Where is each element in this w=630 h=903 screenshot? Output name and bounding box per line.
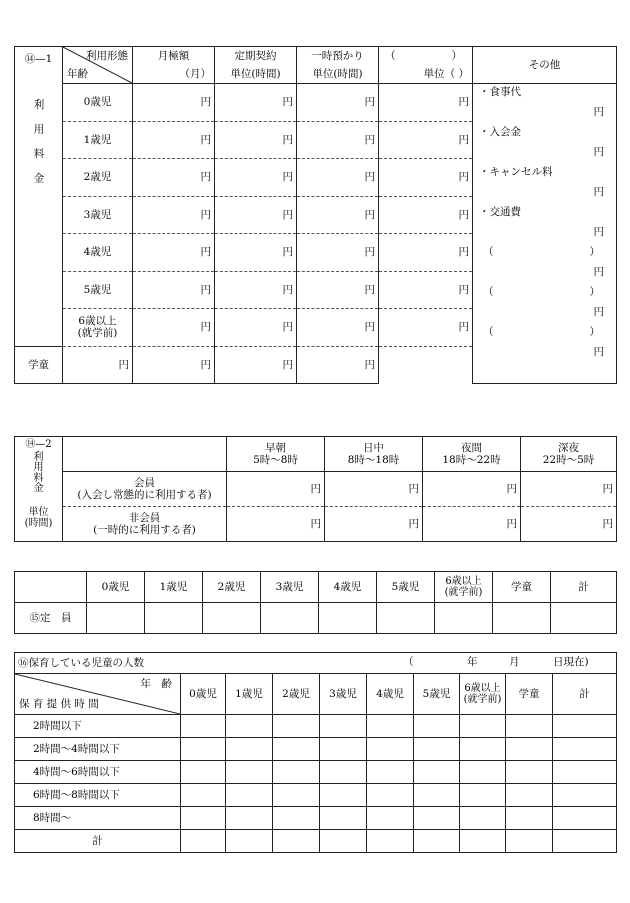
row-label: 5歳児: [63, 271, 133, 309]
other-item-yen: 円: [593, 186, 604, 198]
count-cell[interactable]: [320, 784, 367, 807]
count-cell[interactable]: [226, 807, 273, 830]
hours-row-label: 2時間以下: [15, 715, 181, 738]
yen-cell: 円: [423, 507, 521, 542]
yen-cell: 円: [215, 121, 297, 159]
count-cell[interactable]: [273, 784, 320, 807]
age-header: 4歳児: [367, 674, 414, 715]
count-cell[interactable]: [414, 715, 460, 738]
count-cell[interactable]: [320, 761, 367, 784]
age-header: 5歳児: [377, 572, 435, 603]
count-cell[interactable]: [367, 830, 414, 853]
yen-cell: 円: [215, 271, 297, 309]
section-14-2-label: ⑭—2: [25, 439, 52, 450]
unit-label: 単位 (時間): [24, 506, 53, 529]
count-cell[interactable]: [226, 738, 273, 761]
row-label: 学童: [15, 346, 63, 384]
count-cell[interactable]: [506, 830, 553, 853]
age-header: 6歳以上 (就学前): [460, 674, 506, 715]
yen-cell: 円: [215, 159, 297, 197]
col-regular-unit: 単位(時間): [215, 65, 297, 84]
count-cell[interactable]: [226, 830, 273, 853]
count-cell[interactable]: [553, 715, 617, 738]
count-cell[interactable]: [226, 784, 273, 807]
children-count-title: ⑯保育している児童の人数: [18, 656, 144, 669]
age-header: 0歳児: [87, 572, 145, 603]
corner-top-label: 年 齢: [140, 678, 172, 690]
capacity-cell[interactable]: [493, 603, 551, 634]
count-cell[interactable]: [367, 715, 414, 738]
member-label: 会員: [134, 476, 155, 489]
band-hours: 22時〜5時: [542, 454, 595, 466]
count-cell[interactable]: [226, 715, 273, 738]
time-band-fee-table: [14, 436, 617, 542]
col-other-paren-left: （: [385, 50, 396, 62]
age-header: 学童: [493, 572, 551, 603]
age-header: 3歳児: [320, 674, 367, 715]
hours-row-label: 8時間〜: [15, 807, 181, 830]
count-cell[interactable]: [273, 738, 320, 761]
count-cell[interactable]: [181, 830, 226, 853]
col-monthly-unit: （月）: [133, 65, 215, 84]
yen-cell: 円: [133, 234, 215, 272]
date-month: 月: [509, 656, 520, 668]
yen-cell: 円: [297, 84, 379, 122]
col-other-paren-right: ）: [451, 50, 462, 62]
col-regular-head: 定期契約: [215, 47, 297, 66]
yen-cell: 円: [379, 309, 473, 347]
yen-cell: 円: [297, 234, 379, 272]
count-cell[interactable]: [320, 830, 367, 853]
hours-row-label: 2時間〜4時間以下: [15, 738, 181, 761]
children-count-table: [14, 652, 617, 853]
vertical-label-2: 利用料金: [33, 451, 44, 494]
yen-cell: 円: [423, 472, 521, 507]
col-monthly-head: 月極額: [133, 47, 215, 66]
yen-cell: 円: [297, 271, 379, 309]
yen-cell: 円: [133, 346, 215, 384]
hours-row-label: 6時間〜8時間以下: [15, 784, 181, 807]
count-cell[interactable]: [320, 807, 367, 830]
col-sonota-head: その他: [473, 47, 617, 84]
count-cell[interactable]: [320, 715, 367, 738]
count-cell[interactable]: [273, 830, 320, 853]
member-label-cell: [63, 472, 227, 507]
row-label: 4歳児: [63, 234, 133, 272]
corner-cell-4: [15, 674, 181, 715]
yen-cell: 円: [215, 84, 297, 122]
other-item-yen: 円: [593, 306, 604, 318]
count-cell[interactable]: [506, 761, 553, 784]
other-custom-item: [479, 246, 610, 286]
count-cell[interactable]: [414, 807, 460, 830]
capacity-cell[interactable]: [261, 603, 319, 634]
yen-cell: 円: [215, 309, 297, 347]
count-cell[interactable]: [414, 784, 460, 807]
other-item-yen: 円: [593, 146, 604, 158]
other-item-yen: 円: [593, 266, 604, 278]
member-desc: (入会し常態的に利用する者): [77, 489, 212, 501]
count-cell[interactable]: [506, 715, 553, 738]
yen-cell: 円: [297, 309, 379, 347]
section-14-2-cell: [15, 437, 63, 542]
blank-head-cell: [15, 572, 87, 603]
band-hours: 8時〜18時: [347, 454, 400, 466]
count-cell[interactable]: [181, 761, 226, 784]
yen-cell: 円: [133, 196, 215, 234]
age-header: 2歳児: [203, 572, 261, 603]
total-header: 計: [551, 572, 617, 603]
age-header: 1歳児: [226, 674, 273, 715]
count-cell[interactable]: [460, 738, 506, 761]
age-header: 5歳児: [414, 674, 460, 715]
count-cell[interactable]: [414, 738, 460, 761]
other-item: [479, 166, 610, 206]
corner-top-label: 利用形態: [86, 50, 128, 62]
date-paren-open: （: [403, 656, 414, 668]
count-cell[interactable]: [506, 807, 553, 830]
yen-cell: 円: [133, 84, 215, 122]
col-other-head: [379, 47, 473, 66]
capacity-cell[interactable]: [377, 603, 435, 634]
count-cell[interactable]: [460, 807, 506, 830]
other-item-yen: 円: [593, 226, 604, 238]
hours-row-label: 4時間〜6時間以下: [15, 761, 181, 784]
yen-cell: 円: [379, 196, 473, 234]
count-cell[interactable]: [414, 830, 460, 853]
other-custom-item: [479, 326, 610, 366]
yen-cell: 円: [63, 346, 133, 384]
paren-open: （: [483, 246, 494, 258]
count-cell[interactable]: [273, 761, 320, 784]
band-hours: 5時〜8時: [253, 454, 298, 466]
band-head: [227, 437, 325, 472]
yen-cell: 円: [133, 309, 215, 347]
other-item-label: ・入会金: [479, 126, 521, 138]
corner-bottom-label: 保 育 提 供 時 間: [19, 697, 99, 710]
yen-cell: 円: [521, 472, 617, 507]
count-cell[interactable]: [506, 738, 553, 761]
count-cell[interactable]: [367, 738, 414, 761]
band-name: 夜間: [461, 441, 482, 454]
other-item: [479, 206, 610, 246]
age-header: 4歳児: [319, 572, 377, 603]
yen-cell: 円: [215, 196, 297, 234]
blank-head-cell: [63, 437, 227, 472]
corner-cell: [63, 47, 133, 84]
band-head: [423, 437, 521, 472]
yen-cell: 円: [379, 271, 473, 309]
count-cell[interactable]: [273, 715, 320, 738]
paren-close: ）: [589, 326, 600, 338]
capacity-table: [14, 571, 617, 634]
yen-cell: 円: [215, 234, 297, 272]
capacity-cell[interactable]: [145, 603, 203, 634]
count-cell[interactable]: [460, 830, 506, 853]
section-14-1-cell: [15, 47, 63, 347]
total-row-label: 計: [15, 830, 181, 853]
count-cell[interactable]: [181, 807, 226, 830]
count-cell[interactable]: [553, 761, 617, 784]
age-header: 0歳児: [181, 674, 226, 715]
other-custom-item: [479, 286, 610, 326]
date-year: 年: [467, 656, 478, 668]
row-label: 1歳児: [63, 121, 133, 159]
total-header: 計: [553, 674, 617, 715]
other-fees-cell: [473, 84, 617, 384]
count-cell[interactable]: [553, 830, 617, 853]
capacity-cell[interactable]: [87, 603, 145, 634]
age-header: 2歳児: [273, 674, 320, 715]
count-cell[interactable]: [506, 784, 553, 807]
count-cell[interactable]: [367, 761, 414, 784]
count-cell[interactable]: [553, 738, 617, 761]
yen-cell: 円: [325, 472, 423, 507]
yen-cell: 円: [227, 507, 325, 542]
count-cell[interactable]: [553, 784, 617, 807]
col-temp-head: 一時預かり: [297, 47, 379, 66]
band-hours: 18時〜22時: [442, 454, 501, 466]
nonmember-desc: (一時的に利用する者): [93, 524, 196, 536]
count-cell[interactable]: [181, 784, 226, 807]
nonmember-label-cell: [63, 507, 227, 542]
paren-close: ）: [589, 246, 600, 258]
yen-cell: 円: [133, 271, 215, 309]
yen-cell: 円: [379, 159, 473, 197]
capacity-cell[interactable]: [203, 603, 261, 634]
other-item-label: ・食事代: [479, 86, 521, 98]
row-label: 0歳児: [63, 84, 133, 122]
children-count-title-row: [15, 653, 617, 674]
capacity-cell[interactable]: [319, 603, 377, 634]
count-cell[interactable]: [460, 784, 506, 807]
count-cell[interactable]: [367, 784, 414, 807]
age-header: 1歳児: [145, 572, 203, 603]
age-header: 学童: [506, 674, 553, 715]
yen-cell: 円: [379, 121, 473, 159]
yen-cell: 円: [297, 159, 379, 197]
yen-cell: 円: [133, 159, 215, 197]
band-name: 日中: [363, 441, 384, 454]
yen-cell: 円: [297, 196, 379, 234]
count-cell[interactable]: [181, 715, 226, 738]
col-temp-unit: 単位(時間): [297, 65, 379, 84]
other-item: [479, 86, 610, 126]
yen-cell: 円: [215, 346, 297, 384]
row-label: 2歳児: [63, 159, 133, 197]
yen-cell: 円: [379, 84, 473, 122]
other-item-yen: 円: [593, 346, 604, 358]
other-item-label: ・キャンセル料: [479, 166, 553, 178]
paren-open: （: [483, 286, 494, 298]
age-header: 3歳児: [261, 572, 319, 603]
count-cell[interactable]: [273, 807, 320, 830]
age-header: 6歳以上 (就学前): [435, 572, 493, 603]
usage-fee-table: [14, 46, 617, 384]
yen-cell: 円: [325, 507, 423, 542]
nonmember-label: 非会員: [128, 511, 161, 524]
count-cell[interactable]: [460, 715, 506, 738]
count-cell[interactable]: [367, 807, 414, 830]
row-label: 6歳以上 (就学前): [63, 309, 133, 347]
col-other-unit: 単位（ ）: [379, 65, 473, 84]
other-item-yen: 円: [593, 106, 604, 118]
count-cell[interactable]: [460, 761, 506, 784]
vertical-label: 利用料金: [32, 99, 45, 198]
capacity-cell[interactable]: [435, 603, 493, 634]
capacity-cell[interactable]: [551, 603, 617, 634]
yen-cell: 円: [133, 121, 215, 159]
band-name: 早朝: [265, 441, 286, 454]
other-item-label: ・交通費: [479, 206, 521, 218]
capacity-row-label: ⑮定 員: [15, 603, 87, 634]
paren-close: ）: [589, 286, 600, 298]
count-cell[interactable]: [320, 738, 367, 761]
count-cell[interactable]: [553, 807, 617, 830]
row-label: 3歳児: [63, 196, 133, 234]
count-cell[interactable]: [181, 738, 226, 761]
paren-open: （: [483, 326, 494, 338]
section-14-1-label: ⑭—1: [24, 53, 53, 65]
band-head: [325, 437, 423, 472]
date-day: 日現在): [553, 656, 589, 668]
yen-cell: 円: [297, 121, 379, 159]
count-cell[interactable]: [226, 761, 273, 784]
count-cell[interactable]: [414, 761, 460, 784]
band-name: 深夜: [558, 441, 579, 454]
yen-cell: 円: [297, 346, 379, 384]
corner-bottom-label: 年齢: [67, 67, 88, 80]
yen-cell: 円: [521, 507, 617, 542]
yen-cell: 円: [379, 234, 473, 272]
band-head: [521, 437, 617, 472]
yen-cell: 円: [227, 472, 325, 507]
other-item: [479, 126, 610, 166]
